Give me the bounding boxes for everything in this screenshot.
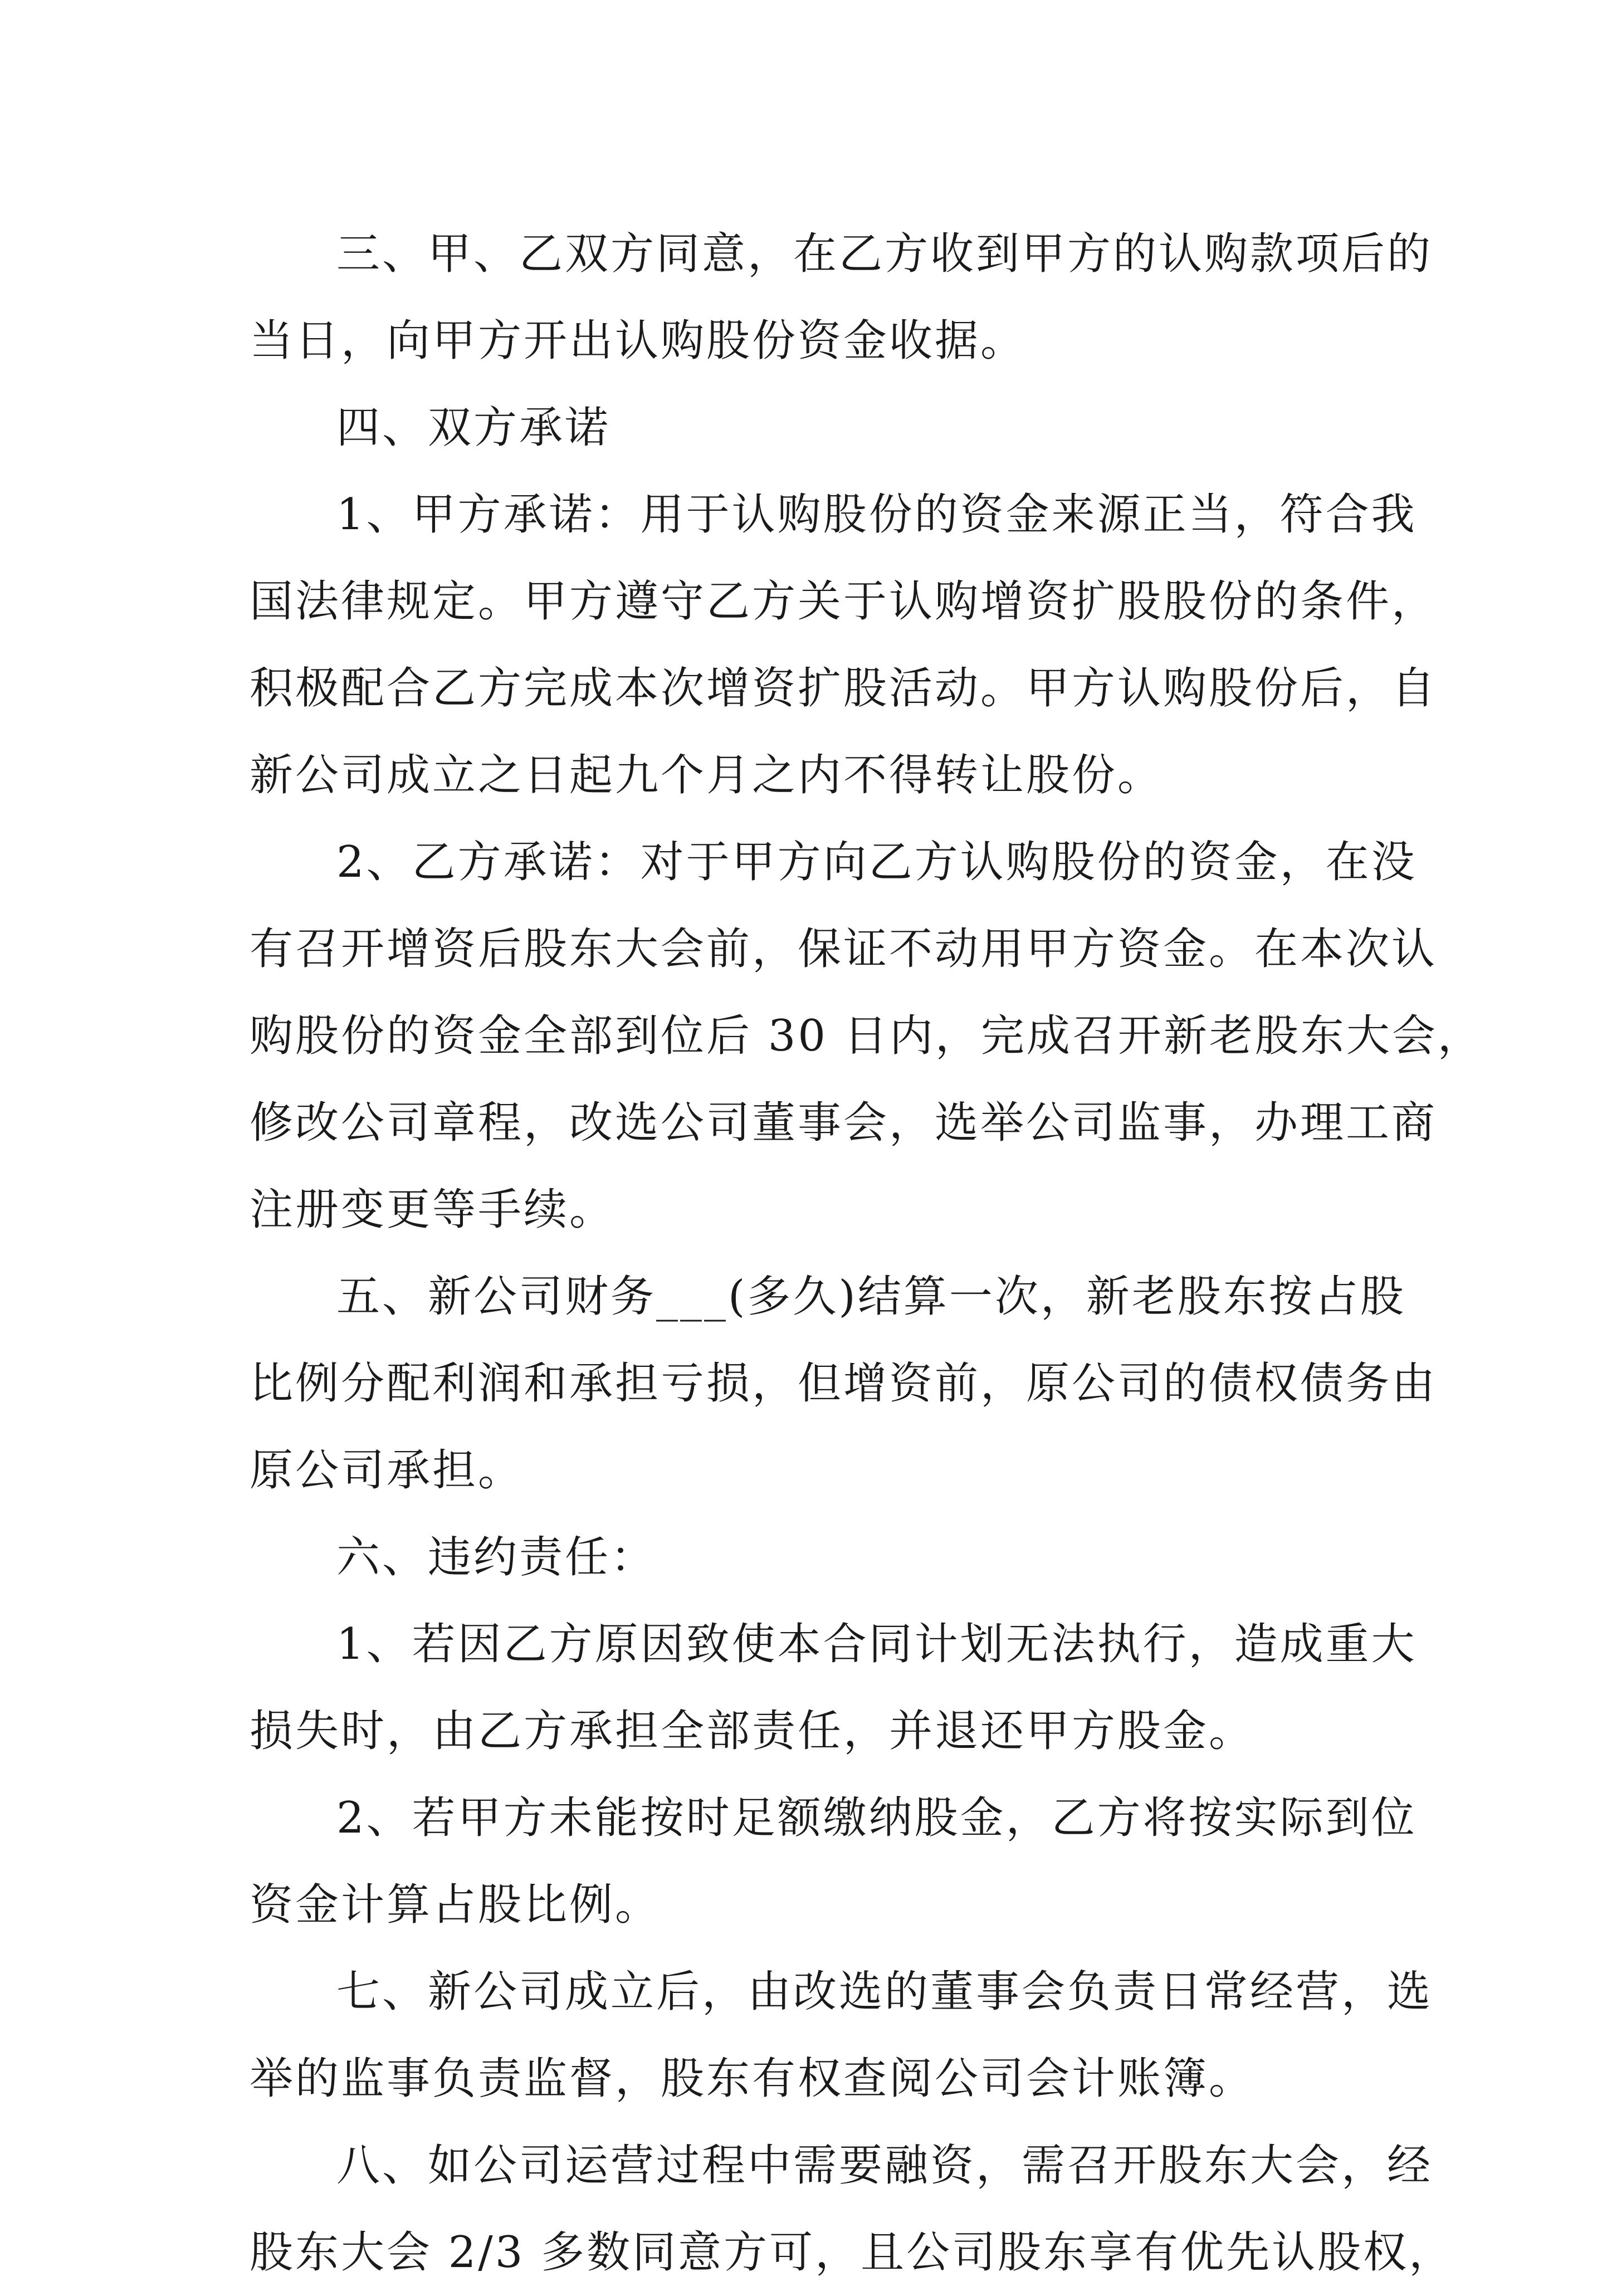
clause-6-2-paragraph xyxy=(250,1775,1417,1948)
text-line: 2、若甲方未能按时足额缴纳股金，乙方将按实际到位 xyxy=(336,1793,1417,1843)
clause-4-heading xyxy=(250,384,1386,471)
clause-6-heading xyxy=(250,1514,1386,1601)
clause-5-paragraph xyxy=(250,1253,1438,1514)
text-line: 股东大会 2/3 多数同意方可，且公司股东享有优先认股权， xyxy=(250,2227,1455,2278)
clause-4-2-paragraph xyxy=(250,819,1483,1253)
clause-4-1-paragraph xyxy=(250,471,1438,819)
text-line: 1、甲方承诺：用于认购股份的资金来源正当，符合我 xyxy=(336,490,1417,540)
document-body xyxy=(250,211,1483,2296)
clause-3-paragraph xyxy=(250,211,1433,384)
text-line: 原公司承担。 xyxy=(250,1445,524,1496)
text-line: 修改公司章程，改选公司董事会，选举公司监事，办理工商 xyxy=(250,1098,1438,1148)
text-line: 国法律规定。甲方遵守乙方关于认购增资扩股股份的条件， xyxy=(250,577,1438,627)
text-line: 当日，向甲方开出认购股份资金收据。 xyxy=(250,316,1027,366)
clause-7-paragraph xyxy=(250,1948,1433,2122)
text-line: 有召开增资后股东大会前，保证不动用甲方资金。在本次认 xyxy=(250,924,1438,974)
text-line: 六、违约责任： xyxy=(336,1532,657,1582)
text-line: 七、新公司成立后，由改选的董事会负责日常经营，选 xyxy=(336,1967,1433,2017)
text-line: 积极配合乙方完成本次增资扩股活动。甲方认购股份后，自 xyxy=(250,663,1438,714)
text-line: 新公司成立之日起九个月之内不得转让股份。 xyxy=(250,750,1164,800)
text-line: 举的监事负责监督，股东有权查阅公司会计账簿。 xyxy=(250,2054,1255,2104)
text-line: 八、如公司运营过程中需要融资，需召开股东大会，经 xyxy=(336,2141,1433,2191)
clause-8-paragraph xyxy=(250,2122,1455,2296)
text-line: 四、双方承诺 xyxy=(336,403,611,453)
text-line: 比例分配利润和承担亏损，但增资前，原公司的债权债务由 xyxy=(250,1359,1438,1409)
text-line: 三、甲、乙双方同意，在乙方收到甲方的认购款项后的 xyxy=(336,229,1433,279)
text-line: 2、乙方承诺：对于甲方向乙方认购股份的资金，在没 xyxy=(336,837,1417,887)
text-line: 资金计算占股比例。 xyxy=(250,1880,661,1930)
text-line: 五、新公司财务___(多久)结算一次，新老股东按占股 xyxy=(336,1272,1406,1322)
text-line: 购股份的资金全部到位后 30 日内，完成召开新老股东大会， xyxy=(250,1011,1483,1061)
text-line: 注册变更等手续。 xyxy=(250,1185,616,1235)
text-line: 损失时，由乙方承担全部责任，并退还甲方股金。 xyxy=(250,1706,1255,1756)
text-line: 1、若因乙方原因致使本合同计划无法执行，造成重大 xyxy=(336,1619,1417,1669)
clause-6-1-paragraph xyxy=(250,1601,1417,1775)
